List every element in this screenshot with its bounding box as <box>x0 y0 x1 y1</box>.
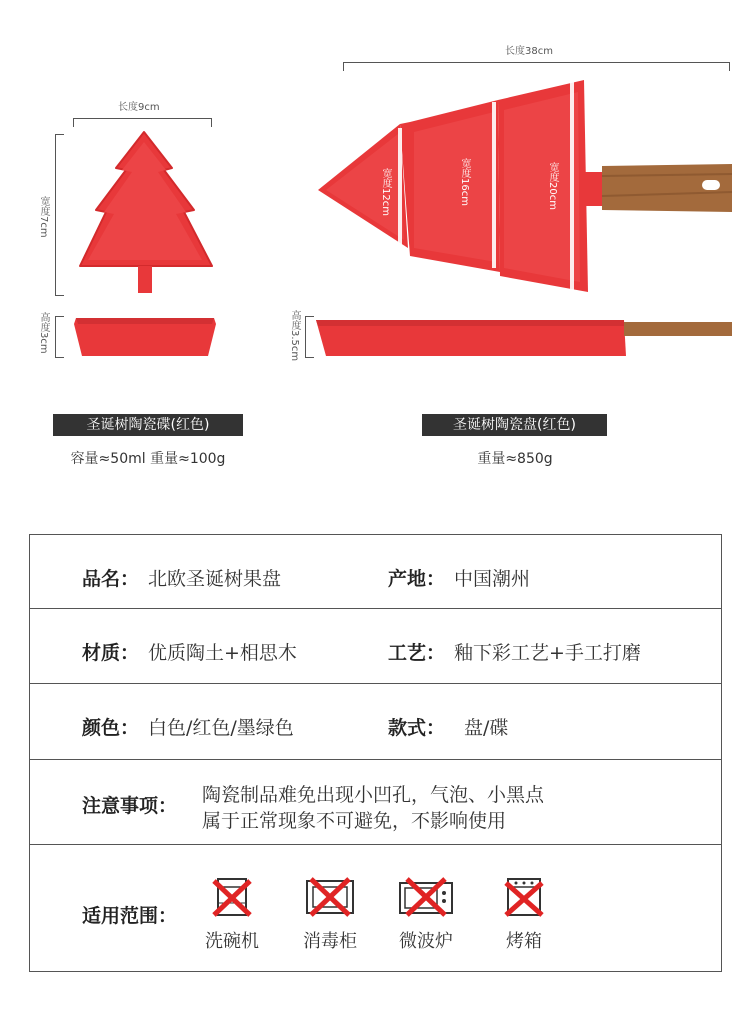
notice-line2: 属于正常现象不可避免，不影响使用 <box>202 810 507 832</box>
dishwasher-crossed-icon <box>210 875 254 919</box>
usage-item-oven <box>494 875 554 953</box>
large-width3-label: 宽度20cm <box>547 162 558 210</box>
material-key: 材质： <box>82 642 140 664</box>
usage-item-dishwasher <box>202 875 262 953</box>
product-spec-table <box>29 534 722 972</box>
craft-key: 工艺： <box>388 642 446 664</box>
table-row <box>30 535 721 609</box>
small-length-line <box>73 118 212 127</box>
sterilizer-crossed-icon <box>303 875 357 919</box>
small-height-line <box>55 134 64 296</box>
table-row <box>30 760 721 845</box>
large-width1-label: 宽度12cm <box>380 168 391 216</box>
large-depth-label: 高度3.5cm <box>289 310 300 362</box>
usage-item-microwave <box>396 875 456 953</box>
style-value: 盘/碟 <box>464 717 509 739</box>
usage-label-sterilizer: 消毒柜 <box>303 931 357 952</box>
usage-key: 适用范围： <box>82 905 178 927</box>
large-length-line <box>343 62 730 71</box>
small-tree-dish-top-view <box>72 128 217 303</box>
large-width2-label: 宽度16cm <box>459 158 470 206</box>
oven-crossed-icon <box>502 875 546 919</box>
usage-label-oven: 烤箱 <box>506 931 542 952</box>
large-tree-plate-side-view <box>312 312 737 367</box>
small-depth-label: 高度3cm <box>38 312 49 354</box>
small-dish-spec: 容量≈50ml 重量≈100g <box>70 451 226 467</box>
craft-value: 釉下彩工艺+手工打磨 <box>454 642 641 664</box>
usage-item-sterilizer <box>300 875 360 953</box>
small-tree-dish-side-view <box>72 312 222 362</box>
name-key: 品名： <box>82 568 140 590</box>
microwave-crossed-icon <box>397 875 455 919</box>
large-length-label: 长度38cm <box>505 46 553 57</box>
large-plate-name: 圣诞树陶瓷盘(红色) <box>422 414 607 436</box>
table-row <box>30 845 721 971</box>
origin-key: 产地： <box>388 568 446 590</box>
usage-label-microwave: 微波炉 <box>399 931 453 952</box>
color-value: 白色/红色/墨绿色 <box>148 717 294 739</box>
table-row <box>30 609 721 684</box>
color-key: 颜色： <box>82 717 140 739</box>
name-value: 北欧圣诞树果盘 <box>148 568 282 590</box>
material-value: 优质陶土+相思木 <box>148 642 297 664</box>
table-row <box>30 684 721 760</box>
origin-value: 中国潮州 <box>454 568 531 590</box>
large-tree-plate-top-view <box>312 72 737 302</box>
small-dish-name: 圣诞树陶瓷碟(红色) <box>53 414 243 436</box>
small-depth-line <box>55 316 64 358</box>
small-height-label: 宽度7cm <box>38 196 49 238</box>
notice-key: 注意事项： <box>82 795 178 817</box>
large-plate-spec: 重量≈850g <box>477 451 553 467</box>
small-length-label: 长度9cm <box>118 102 160 113</box>
notice-line1: 陶瓷制品难免出现小凹孔，气泡、小黑点 <box>202 784 545 806</box>
usage-label-dishwasher: 洗碗机 <box>205 931 259 952</box>
large-depth-line <box>305 316 314 358</box>
style-key: 款式： <box>388 717 446 739</box>
